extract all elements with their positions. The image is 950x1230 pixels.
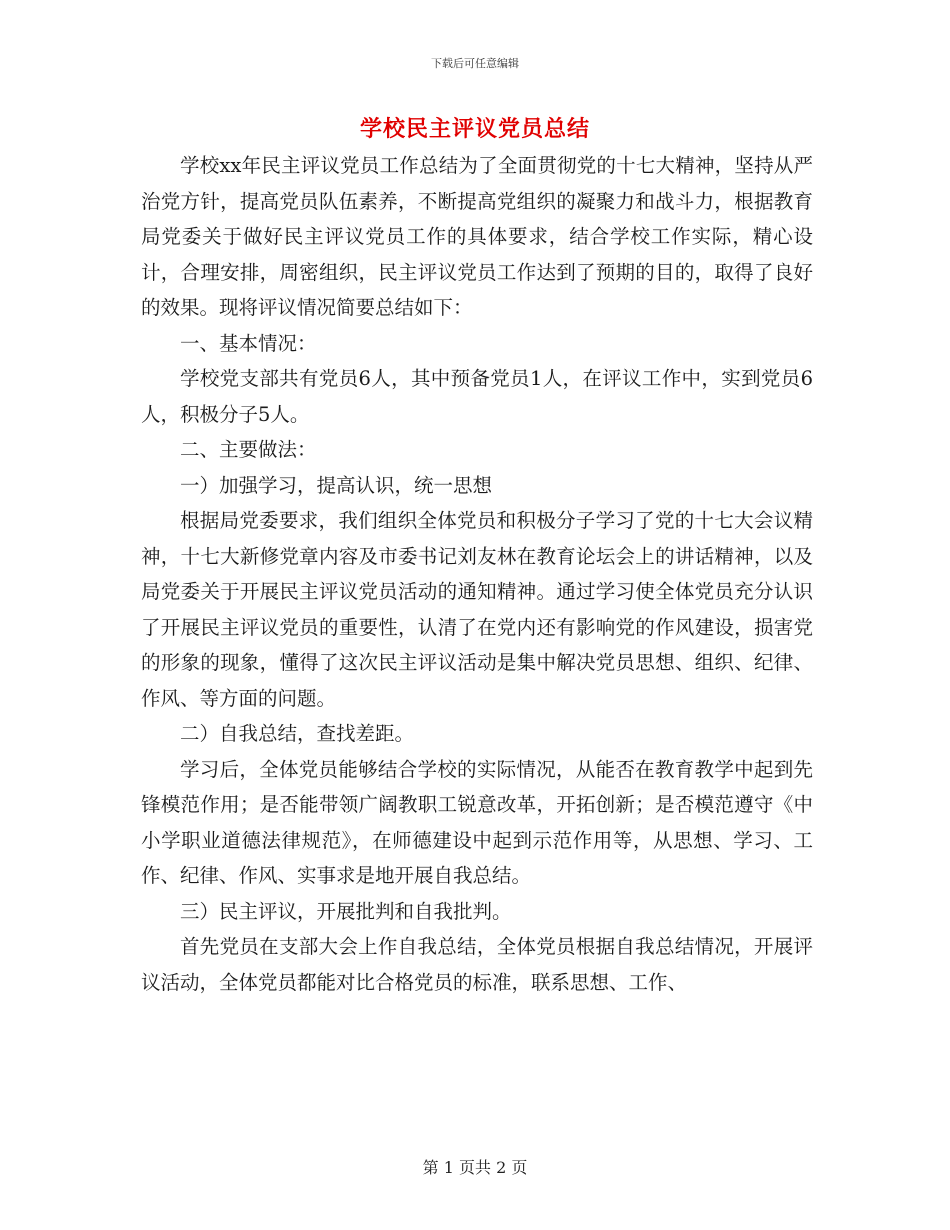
paragraph-basic: 学校党支部共有党员6人，其中预备党员1人，在评议工作中，实到党员6人，积极分子5人。 [141,367,813,426]
subheading-self-summary: 二）自我总结，查找差距。 [180,722,415,745]
subheading-study: 一）加强学习，提高认识，统一思想 [180,473,493,497]
paragraph-intro: 学校xx年民主评议党员工作总结为了全面贯彻党的十七大精神，坚持从严治党方针，提高党员队伍素养，不断提高党组织的凝聚力和战斗力，根据教育局党委关于做好民主评议党员工作的具体要求，结合学校工作实际，精心设计，合理安排，周密组织，民主评议党员工作达到了预期的目的，取得了良好的效果。现将评议情况简要总结如下： [141,154,813,319]
section-heading-methods: 二、主要做法： [180,438,317,461]
section-heading-basic: 一、基本情况： [180,331,317,355]
header-note: 下载后可任意编辑 [431,57,519,70]
page-number: 第 1 页共 2 页 [422,1158,528,1177]
paragraph-study: 根据局党委要求，我们组织全体党员和积极分子学习了党的十七大会议精神，十七大新修党章内容及市委书记刘友林在教育论坛会上的讲话精神，以及局党委关于开展民主评议党员活动的通知精神。通过学习使全体党员充分认识了开展民主评议党员的重要性，认清了在党内还有影响党的作风建设，损害党的形象的现象，懂得了这次民主评议活动是集中解决党员思想、组织、纪律、作风、等方面的问题。 [141,509,813,710]
document-title: 学校民主评议党员总结 [359,116,590,142]
paragraph-appraisal: 首先党员在支部大会上作自我总结，全体党员根据自我总结情况，开展评议活动，全体党员都能对比合格党员的标准，联系思想、工作、 [141,935,813,994]
subheading-appraisal: 三）民主评议，开展批判和自我批判。 [180,899,512,923]
paragraph-self-summary: 学习后，全体党员能够结合学校的实际情况，从能否在教育教学中起到先锋模范作用；是否能带领广阔教职工锐意改革，开拓创新；是否模范遵守《中小学职业道德法律规范》，在师德建设中起到示范作用等，从思想、学习、工作、纪律、作风、实事求是地开展自我总结。 [141,757,813,887]
document-body [141,148,813,1000]
